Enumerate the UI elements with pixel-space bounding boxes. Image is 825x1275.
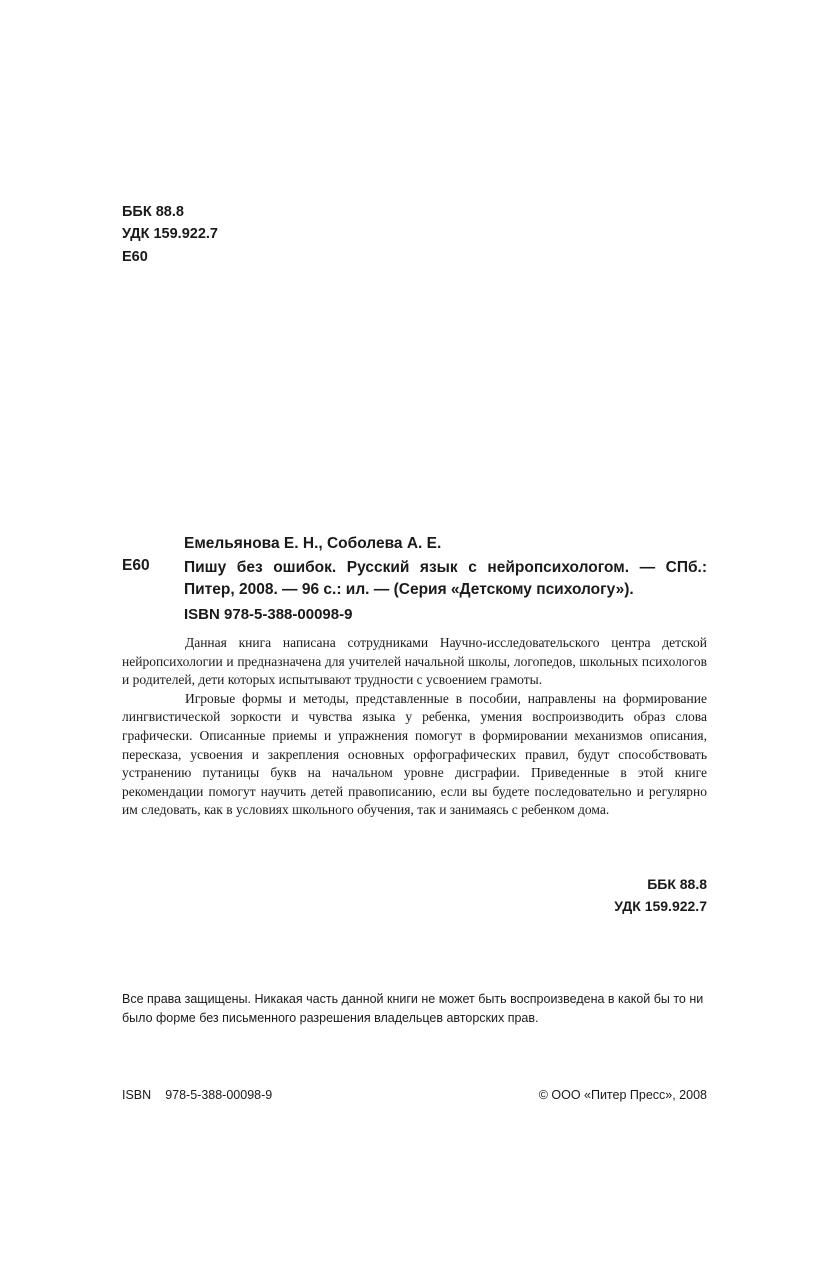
bbk-code-bottom: ББК 88.8 [647,876,707,892]
annotation-paragraph-2: Игровые формы и методы, представленные в пособии, направлены на формирование лингвистической зоркости и чувства языка у ребенка, умения воспроизводить образ слова графически. Описанные приемы и упражнения помогут в формировании механизмов описания, пересказа, усвоения и закрепления основных орфографических правил, будут способствовать устранению путаницы букв на начальном уровне дисграфии. Приведенные в этой книге рекомендации помогут научить детей правописанию, если вы будете последовательно и регулярно им следовать, как в условиях школьного обучения, так и занимаясь с ребенком дома. [122,690,707,818]
author-mark-card: Е60 [122,557,150,574]
isbn-card: ISBN 978-5-388-00098-9 [184,606,353,623]
isbn-footer-number: 978-5-388-00098-9 [165,1088,273,1102]
rights-notice: Все права защищены. Никакая часть данной книги не может быть воспроизведена в какой бы то ни было форме без письменного разрешения владельцев авторских прав. [122,992,704,1025]
bibliographic-entry: Пишу без ошибок. Русский язык с нейропсихологом. — СПб.: Питер, 2008. — 96 с.: ил. — (Серия «Детскому психологу»). [184,559,707,598]
udk-code-bottom: УДК 159.922.7 [614,898,707,914]
copyright-notice: © ООО «Питер Пресс», 2008 [538,1088,707,1102]
annotation-paragraph-1: Данная книга написана сотрудниками Научно-исследовательского центра детской нейропсихологии и предназначена для учителей начальной школы, логопедов, школьных психологов и родителей, дети которых испытывают трудности с усвоением грамоты. [122,635,707,688]
author-mark-top: Е60 [122,249,148,265]
authors-line: Емельянова Е. Н., Соболева А. Е. [184,535,442,552]
annotation [122,634,707,820]
isbn-footer-label: ISBN [122,1088,152,1102]
bbk-code-top: ББК 88.8 [122,204,184,220]
isbn-footer [122,1088,272,1102]
udk-code-top: УДК 159.922.7 [122,226,218,242]
